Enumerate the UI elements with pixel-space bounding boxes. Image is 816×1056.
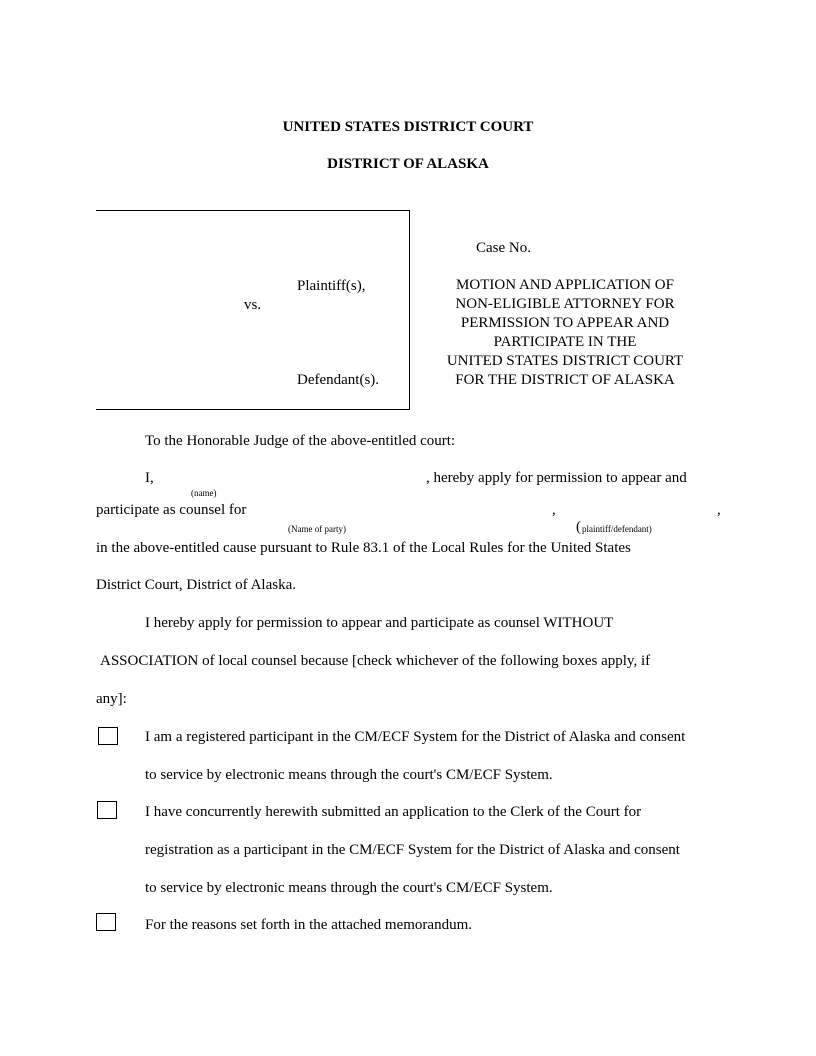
option-applied-text: to service by electronic means through the court's CM/ECF System. <box>145 880 553 896</box>
paragraph2-line3: any]: <box>96 691 127 707</box>
vs-label: vs. <box>244 297 262 313</box>
paragraph2-line2: ASSOCIATION of local counsel because [check whichever of the following boxes apply, if <box>100 653 651 669</box>
line4: District Court, District of Alaska. <box>96 577 296 593</box>
motion-title-line: NON-ELIGIBLE ATTORNEY FOR <box>455 296 675 312</box>
motion-title-line: PERMISSION TO APPEAR AND <box>460 315 670 331</box>
comma-after-role: , <box>717 502 721 518</box>
case-number-label: Case No. <box>476 240 531 256</box>
motion-title-line: UNITED STATES DISTRICT COURT <box>446 353 684 369</box>
defendant-label: Defendant(s). <box>297 372 380 388</box>
caption-top-rule <box>96 210 410 211</box>
option-memorandum-text: For the reasons set forth in the attached memorandum. <box>145 917 472 933</box>
plaintiff-label: Plaintiff(s), <box>297 278 366 294</box>
party-field-label: (Name of party) <box>288 524 346 534</box>
option-memorandum-checkbox[interactable] <box>96 913 116 931</box>
line1-start: I, <box>145 470 154 486</box>
option-registered-text: to service by electronic means through the court's CM/ECF System. <box>145 767 553 783</box>
option-applied-text: registration as a participant in the CM/ECF System for the District of Alaska and consent <box>145 842 680 858</box>
option-registered-text: I am a registered participant in the CM/ECF System for the District of Alaska and consent <box>145 729 686 745</box>
name-field-label: (name) <box>191 488 217 498</box>
line1-end: , hereby apply for permission to appear and <box>426 470 687 486</box>
comma-after-party: , <box>552 502 556 518</box>
option-registered-checkbox[interactable] <box>98 727 118 745</box>
line2-start: participate as counsel for <box>96 502 247 518</box>
role-field-paren: ( <box>576 519 581 535</box>
option-applied-checkbox[interactable] <box>97 801 117 819</box>
motion-title-line: FOR THE DISTRICT OF ALASKA <box>455 372 675 388</box>
motion-title-line: PARTICIPATE IN THE <box>493 334 637 350</box>
paragraph2-line1: I hereby apply for permission to appear and participate as counsel WITHOUT <box>145 615 614 631</box>
salutation: To the Honorable Judge of the above-entitled court: <box>145 433 456 449</box>
line3: in the above-entitled cause pursuant to Rule 83.1 of the Local Rules for the United States <box>96 540 631 556</box>
court-title: UNITED STATES DISTRICT COURT <box>282 119 534 135</box>
caption-right-rule <box>409 210 410 410</box>
motion-title <box>430 276 700 390</box>
district-title: DISTRICT OF ALASKA <box>327 156 489 172</box>
motion-title-line: MOTION AND APPLICATION OF <box>456 277 674 293</box>
option-applied-text: I have concurrently herewith submitted an application to the Clerk of the Court for <box>145 804 642 820</box>
caption-bottom-rule <box>96 409 410 410</box>
role-field-label: plaintiff/defendant) <box>582 524 652 534</box>
